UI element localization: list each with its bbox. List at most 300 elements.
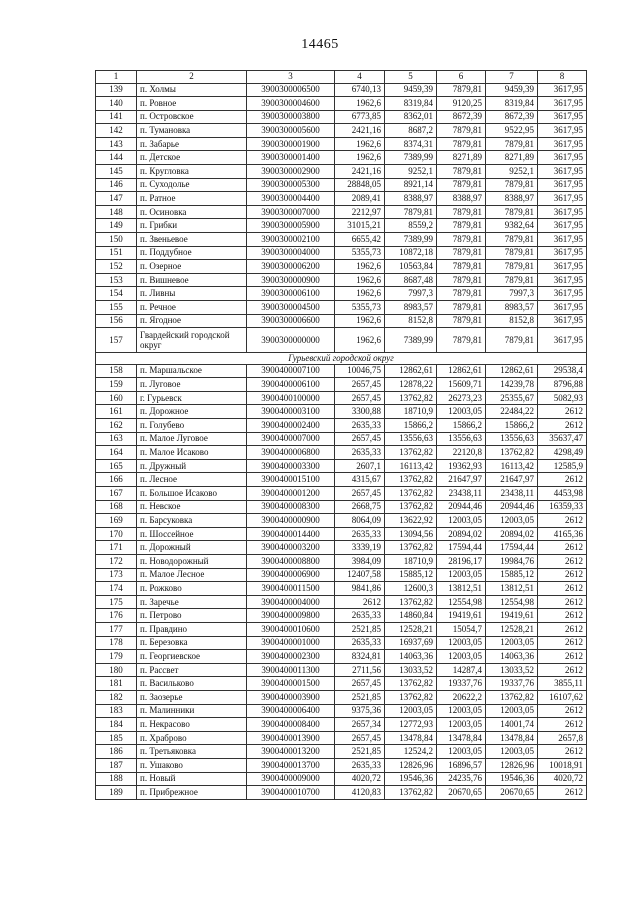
table-cell: 3900400006800: [247, 446, 335, 460]
table-row: [96, 165, 587, 179]
table-cell: 3900300000900: [247, 273, 335, 287]
table-cell: 3900300003800: [247, 110, 335, 124]
table-row: [96, 786, 587, 800]
table-cell: 2612: [538, 568, 587, 582]
table-cell: 12003,05: [437, 718, 486, 732]
table-cell: 3900300006100: [247, 287, 335, 301]
table-cell: 5: [385, 71, 437, 84]
table-cell: 6740,13: [335, 83, 385, 97]
table-cell: 2657,45: [335, 731, 385, 745]
table-cell: п. Кругловка: [137, 165, 247, 179]
table-cell: 12862,61: [437, 364, 486, 378]
table-cell: 12003,05: [385, 704, 437, 718]
table-cell: 3617,95: [538, 165, 587, 179]
table-cell: 13478,84: [486, 731, 538, 745]
table-cell: п. Новодорожный: [137, 555, 247, 569]
table-row: [96, 419, 587, 433]
table-cell: 18710,9: [385, 405, 437, 419]
table-cell: 2612: [335, 595, 385, 609]
table-cell: 8796,88: [538, 378, 587, 392]
table-cell: 3900400008800: [247, 555, 335, 569]
table-cell: 7997,3: [486, 287, 538, 301]
table-cell: 15866,2: [385, 419, 437, 433]
table-cell: 8319,84: [486, 97, 538, 111]
table-row: [96, 432, 587, 446]
table-cell: 12003,05: [437, 636, 486, 650]
table-cell: 3900400006100: [247, 378, 335, 392]
section-header-row: [96, 353, 587, 365]
table-cell: 2089,41: [335, 192, 385, 206]
table-cell: 145: [96, 165, 137, 179]
table-cell: 12003,05: [437, 704, 486, 718]
table-row: [96, 527, 587, 541]
table-cell: 14001,74: [486, 718, 538, 732]
table-cell: 4298,49: [538, 446, 587, 460]
table-cell: 21647,97: [437, 473, 486, 487]
table-row: [96, 718, 587, 732]
table-cell: 8983,57: [385, 301, 437, 315]
table-cell: 10018,91: [538, 758, 587, 772]
table-cell: 3617,95: [538, 328, 587, 353]
table-cell: 2612: [538, 405, 587, 419]
table-cell: 7879,81: [437, 83, 486, 97]
table-cell: 15609,71: [437, 378, 486, 392]
table-cell: 3900400010700: [247, 786, 335, 800]
table-cell: 8983,57: [486, 301, 538, 315]
table-cell: 22484,22: [486, 405, 538, 419]
table-cell: 13762,82: [385, 487, 437, 501]
table-cell: 12528,21: [385, 622, 437, 636]
table-cell: п. Дорожное: [137, 405, 247, 419]
table-row: [96, 287, 587, 301]
table-cell: 3900300006600: [247, 314, 335, 328]
table-cell: 3900300001900: [247, 137, 335, 151]
table-cell: п. Третьяковка: [137, 745, 247, 759]
table-cell: п. Заозерье: [137, 690, 247, 704]
table-row: [96, 663, 587, 677]
table-cell: 146: [96, 178, 137, 192]
table-cell: п. Храброво: [137, 731, 247, 745]
table-cell: 2657,34: [335, 718, 385, 732]
table-cell: 3617,95: [538, 287, 587, 301]
table-cell: Гвардейский городской округ: [137, 328, 247, 353]
table-cell: 4120,83: [335, 786, 385, 800]
table-cell: 23438,11: [437, 487, 486, 501]
table-cell: 9375,36: [335, 704, 385, 718]
table-cell: 2612: [538, 718, 587, 732]
table-cell: 172: [96, 555, 137, 569]
table-cell: 8672,39: [486, 110, 538, 124]
table-row: [96, 677, 587, 691]
table-cell: 9459,39: [486, 83, 538, 97]
table-cell: 3900400008400: [247, 718, 335, 732]
table-cell: 174: [96, 582, 137, 596]
table-row: [96, 205, 587, 219]
table-cell: 19984,76: [486, 555, 538, 569]
table-cell: 2421,16: [335, 124, 385, 138]
table-cell: 140: [96, 97, 137, 111]
table-cell: 13478,84: [437, 731, 486, 745]
table-cell: 13033,52: [486, 663, 538, 677]
table-cell: 1962,6: [335, 151, 385, 165]
table-cell: 7879,81: [385, 205, 437, 219]
table-cell: 14063,36: [385, 650, 437, 664]
table-cell: 3900400003900: [247, 690, 335, 704]
table-cell: 14063,36: [486, 650, 538, 664]
table-cell: 10046,75: [335, 364, 385, 378]
table-cell: п. Осиновка: [137, 205, 247, 219]
table-cell: 13622,92: [385, 514, 437, 528]
table-cell: 7879,81: [437, 137, 486, 151]
table-cell: 12003,05: [486, 636, 538, 650]
table-cell: 7389,99: [385, 328, 437, 353]
table-row: [96, 83, 587, 97]
table-cell: п. Ушаково: [137, 758, 247, 772]
table-cell: 184: [96, 718, 137, 732]
table-cell: п. Васильково: [137, 677, 247, 691]
table-cell: 7879,81: [486, 205, 538, 219]
table-cell: 13762,82: [486, 446, 538, 460]
table-cell: п. Маршальское: [137, 364, 247, 378]
table-cell: 7879,81: [486, 328, 538, 353]
table-cell: 12862,61: [385, 364, 437, 378]
table-cell: 2612: [538, 636, 587, 650]
table-cell: 3900300004600: [247, 97, 335, 111]
table-cell: 10563,84: [385, 260, 437, 274]
table-header-row: [96, 71, 587, 84]
table-cell: 3900400000900: [247, 514, 335, 528]
table-cell: 13762,82: [385, 473, 437, 487]
table-cell: 3617,95: [538, 192, 587, 206]
table-cell: 148: [96, 205, 137, 219]
table-cell: 2521,85: [335, 622, 385, 636]
table-cell: п. Малое Лесное: [137, 568, 247, 582]
table-cell: п. Малинники: [137, 704, 247, 718]
table-cell: 152: [96, 260, 137, 274]
table-cell: 4453,98: [538, 487, 587, 501]
table-cell: 3: [247, 71, 335, 84]
table-cell: 2612: [538, 595, 587, 609]
table-cell: 3900400014400: [247, 527, 335, 541]
table-cell: 2521,85: [335, 745, 385, 759]
table-cell: п. Георгиевское: [137, 650, 247, 664]
table-cell: 3617,95: [538, 219, 587, 233]
table-cell: 165: [96, 459, 137, 473]
table-cell: 3900400013700: [247, 758, 335, 772]
table-cell: п. Лесное: [137, 473, 247, 487]
table-cell: 13762,82: [385, 500, 437, 514]
table-cell: 5355,73: [335, 301, 385, 315]
table-cell: 29538,4: [538, 364, 587, 378]
table-cell: 154: [96, 287, 137, 301]
table-row: [96, 473, 587, 487]
table-cell: 156: [96, 314, 137, 328]
table-cell: 16113,42: [385, 459, 437, 473]
table-row: [96, 391, 587, 405]
table-row: [96, 772, 587, 786]
table-cell: 3984,09: [335, 555, 385, 569]
table-cell: 13762,82: [486, 690, 538, 704]
table-cell: 12003,05: [437, 650, 486, 664]
table-cell: 147: [96, 192, 137, 206]
table-cell: 12772,93: [385, 718, 437, 732]
table-cell: 2612: [538, 541, 587, 555]
table-cell: 15054,7: [437, 622, 486, 636]
table-cell: 35637,47: [538, 432, 587, 446]
table-row: [96, 541, 587, 555]
table-cell: 10872,18: [385, 246, 437, 260]
table-cell: 3900300001400: [247, 151, 335, 165]
table-cell: 8388,97: [437, 192, 486, 206]
table-cell: 3900300004000: [247, 246, 335, 260]
table-cell: 155: [96, 301, 137, 315]
table-cell: 9120,25: [437, 97, 486, 111]
table-cell: 167: [96, 487, 137, 501]
table-cell: 3617,95: [538, 246, 587, 260]
table-cell: 9841,86: [335, 582, 385, 596]
table-cell: 7997,3: [385, 287, 437, 301]
table-cell: п. Рассвет: [137, 663, 247, 677]
table-cell: 16359,33: [538, 500, 587, 514]
table-row: [96, 745, 587, 759]
table-cell: 12003,05: [437, 568, 486, 582]
table-cell: 15885,12: [486, 568, 538, 582]
table-cell: 1962,6: [335, 314, 385, 328]
table-cell: 3900400013200: [247, 745, 335, 759]
table-cell: 13094,56: [385, 527, 437, 541]
table-cell: 2657,45: [335, 391, 385, 405]
table-cell: 20944,46: [437, 500, 486, 514]
table-cell: 13556,63: [385, 432, 437, 446]
table-row: [96, 622, 587, 636]
table-cell: 7879,81: [437, 233, 486, 247]
table-cell: 3300,88: [335, 405, 385, 419]
table-cell: 20944,46: [486, 500, 538, 514]
table-row: [96, 137, 587, 151]
table-cell: 3900400003100: [247, 405, 335, 419]
table-cell: 3900400006400: [247, 704, 335, 718]
table-cell: 161: [96, 405, 137, 419]
table-cell: 159: [96, 378, 137, 392]
table-cell: п. Озерное: [137, 260, 247, 274]
table-cell: п. Поддубное: [137, 246, 247, 260]
table-cell: 16937,69: [385, 636, 437, 650]
table-cell: 5082,93: [538, 391, 587, 405]
table-cell: п. Ратное: [137, 192, 247, 206]
table-cell: 3900400009000: [247, 772, 335, 786]
table-cell: 3617,95: [538, 314, 587, 328]
table-cell: п. Малое Луговое: [137, 432, 247, 446]
data-table: [95, 70, 587, 800]
table-cell: п. Шоссейное: [137, 527, 247, 541]
table-cell: 3900300005600: [247, 124, 335, 138]
table-cell: 2635,33: [335, 636, 385, 650]
table-row: [96, 260, 587, 274]
table-cell: 3900400008300: [247, 500, 335, 514]
table-row: [96, 124, 587, 138]
table-cell: п. Ливны: [137, 287, 247, 301]
table-cell: 13478,84: [385, 731, 437, 745]
table-cell: п. Дорожный: [137, 541, 247, 555]
table-cell: 188: [96, 772, 137, 786]
table-row: [96, 328, 587, 353]
table-cell: 2657,45: [335, 677, 385, 691]
table-cell: 2612: [538, 622, 587, 636]
table-cell: 171: [96, 541, 137, 555]
table-cell: п. Малое Исаково: [137, 446, 247, 460]
table-cell: 13762,82: [385, 690, 437, 704]
table-cell: п. Правдино: [137, 622, 247, 636]
table-cell: 15885,12: [385, 568, 437, 582]
table-cell: 3900300004500: [247, 301, 335, 315]
table-cell: 31015,21: [335, 219, 385, 233]
table-cell: 2612: [538, 786, 587, 800]
table-cell: 3900400010600: [247, 622, 335, 636]
table-cell: 173: [96, 568, 137, 582]
table-cell: 20670,65: [437, 786, 486, 800]
table-cell: 4: [335, 71, 385, 84]
table-cell: 2635,33: [335, 527, 385, 541]
table-cell: 2635,33: [335, 419, 385, 433]
table-cell: 3900400001500: [247, 677, 335, 691]
table-cell: 3900300006500: [247, 83, 335, 97]
table-cell: 3617,95: [538, 301, 587, 315]
table-cell: 2635,33: [335, 609, 385, 623]
table-cell: 20894,02: [437, 527, 486, 541]
table-cell: 8152,8: [385, 314, 437, 328]
section-title: Гурьевский городской округ: [96, 353, 587, 365]
table-cell: п. Холмы: [137, 83, 247, 97]
table-cell: 3855,11: [538, 677, 587, 691]
table-cell: 13762,82: [385, 677, 437, 691]
table-cell: 169: [96, 514, 137, 528]
table-cell: 185: [96, 731, 137, 745]
table-row: [96, 758, 587, 772]
table-cell: 18710,9: [385, 555, 437, 569]
table-cell: 175: [96, 595, 137, 609]
table-cell: 23438,11: [486, 487, 538, 501]
table-row: [96, 301, 587, 315]
table-cell: 144: [96, 151, 137, 165]
table-cell: 7879,81: [486, 178, 538, 192]
table-cell: 13762,82: [385, 446, 437, 460]
table-cell: 16107,62: [538, 690, 587, 704]
table-cell: п. Ягодное: [137, 314, 247, 328]
table-cell: 7879,81: [486, 273, 538, 287]
table-cell: 2: [137, 71, 247, 84]
table-cell: п. Большое Исаково: [137, 487, 247, 501]
table-cell: 178: [96, 636, 137, 650]
table-cell: 3617,95: [538, 124, 587, 138]
table-cell: 12862,61: [486, 364, 538, 378]
table-cell: п. Тумановка: [137, 124, 247, 138]
table-cell: 15866,2: [486, 419, 538, 433]
table-cell: 3900400002400: [247, 419, 335, 433]
table-cell: 8: [538, 71, 587, 84]
table-cell: 8388,97: [486, 192, 538, 206]
table-cell: 2711,56: [335, 663, 385, 677]
table-cell: п. Барсуковка: [137, 514, 247, 528]
table-cell: 179: [96, 650, 137, 664]
table-cell: 13812,51: [486, 582, 538, 596]
table-cell: 4020,72: [538, 772, 587, 786]
table-cell: 157: [96, 328, 137, 353]
table-cell: 2612: [538, 704, 587, 718]
table-cell: 6773,85: [335, 110, 385, 124]
table-cell: 19419,61: [486, 609, 538, 623]
table-cell: 2612: [538, 514, 587, 528]
table-cell: 3900400007000: [247, 432, 335, 446]
table-cell: 14860,84: [385, 609, 437, 623]
table-cell: п. Ровное: [137, 97, 247, 111]
table-row: [96, 314, 587, 328]
table-cell: 7879,81: [437, 205, 486, 219]
table-cell: 3339,19: [335, 541, 385, 555]
table-cell: 12554,98: [437, 595, 486, 609]
table-cell: 12003,05: [486, 514, 538, 528]
table-row: [96, 151, 587, 165]
table-cell: 12826,96: [486, 758, 538, 772]
table-cell: 181: [96, 677, 137, 691]
table-cell: 19419,61: [437, 609, 486, 623]
table-cell: п. Островское: [137, 110, 247, 124]
table-row: [96, 568, 587, 582]
table-cell: 13762,82: [385, 541, 437, 555]
table-cell: п. Петрово: [137, 609, 247, 623]
table-cell: 141: [96, 110, 137, 124]
table-row: [96, 582, 587, 596]
table-cell: 7879,81: [437, 260, 486, 274]
table-cell: 2612: [538, 650, 587, 664]
table-row: [96, 192, 587, 206]
table-cell: 7879,81: [437, 165, 486, 179]
table-row: [96, 378, 587, 392]
table-row: [96, 595, 587, 609]
table-cell: п. Заречье: [137, 595, 247, 609]
table-cell: 8921,14: [385, 178, 437, 192]
table-cell: 158: [96, 364, 137, 378]
table-row: [96, 273, 587, 287]
table-cell: п. Грибки: [137, 219, 247, 233]
table-cell: 3900400003300: [247, 459, 335, 473]
table-cell: 8687,2: [385, 124, 437, 138]
table-cell: 2612: [538, 473, 587, 487]
table-cell: 13556,63: [437, 432, 486, 446]
table-cell: 3900400100000: [247, 391, 335, 405]
table-cell: 168: [96, 500, 137, 514]
table-cell: 12600,3: [385, 582, 437, 596]
table-cell: 1962,6: [335, 97, 385, 111]
table-cell: 139: [96, 83, 137, 97]
table-row: [96, 405, 587, 419]
table-cell: п. Луговое: [137, 378, 247, 392]
table-cell: 189: [96, 786, 137, 800]
table-cell: 20622,2: [437, 690, 486, 704]
table-cell: 7879,81: [437, 219, 486, 233]
table-cell: 166: [96, 473, 137, 487]
table-cell: 2657,45: [335, 487, 385, 501]
table-row: [96, 704, 587, 718]
table-cell: 7879,81: [486, 233, 538, 247]
table-cell: 3900300006200: [247, 260, 335, 274]
table-cell: п. Прибрежное: [137, 786, 247, 800]
table-cell: п. Дружный: [137, 459, 247, 473]
table-cell: 149: [96, 219, 137, 233]
table-row: [96, 555, 587, 569]
table-cell: п. Суходолье: [137, 178, 247, 192]
table-row: [96, 446, 587, 460]
table-cell: 3900300002900: [247, 165, 335, 179]
